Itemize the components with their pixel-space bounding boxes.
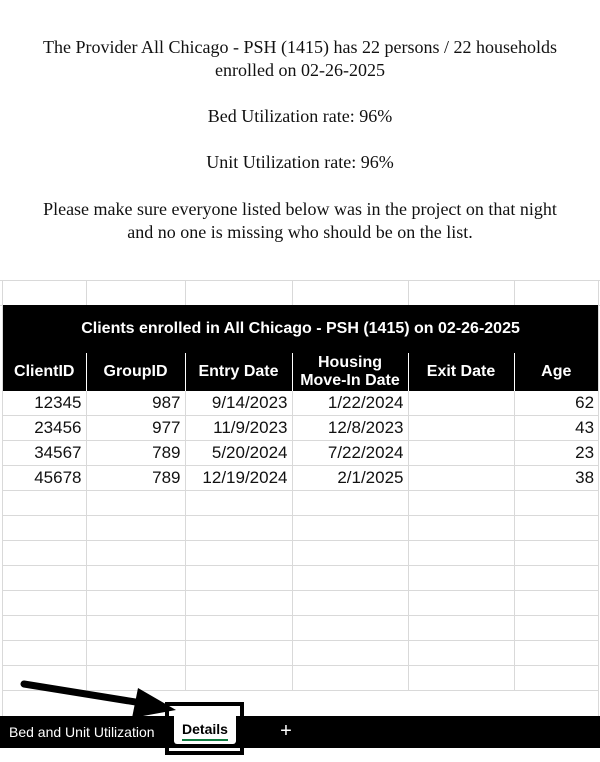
clients-table — [3, 305, 598, 691]
empty-row — [3, 566, 598, 591]
cell-age[interactable]: 38 — [514, 466, 598, 491]
empty-cell[interactable] — [408, 591, 514, 616]
empty-cell[interactable] — [3, 641, 86, 666]
table-row — [3, 391, 598, 416]
empty-cell[interactable] — [3, 616, 86, 641]
empty-cell[interactable] — [3, 491, 86, 516]
empty-cell[interactable] — [292, 491, 408, 516]
empty-cell[interactable] — [86, 591, 185, 616]
empty-cell[interactable] — [292, 591, 408, 616]
column-header-exit-date[interactable]: Exit Date — [408, 353, 514, 391]
empty-cell[interactable] — [408, 666, 514, 691]
empty-cell[interactable] — [3, 541, 86, 566]
empty-cell[interactable] — [514, 591, 598, 616]
cell-exit-date[interactable] — [408, 391, 514, 416]
cell-housing-move-in-date[interactable]: 1/22/2024 — [292, 391, 408, 416]
empty-cell[interactable] — [185, 666, 292, 691]
empty-cell[interactable] — [185, 516, 292, 541]
summary-section — [0, 0, 600, 280]
cell-entry-date[interactable]: 5/20/2024 — [185, 441, 292, 466]
table-row — [3, 416, 598, 441]
summary-enrollment-line2: enrolled on 02-26-2025 — [215, 60, 385, 80]
empty-cell[interactable] — [292, 641, 408, 666]
cell-age[interactable]: 43 — [514, 416, 598, 441]
empty-cell[interactable] — [408, 541, 514, 566]
empty-cell[interactable] — [185, 491, 292, 516]
sheet-tab-bed-and-unit-utilization[interactable]: Bed and Unit Utilization — [9, 724, 155, 740]
empty-cell[interactable] — [185, 641, 292, 666]
add-sheet-button[interactable]: + — [280, 720, 292, 742]
cell-group-id[interactable]: 987 — [86, 391, 185, 416]
cell-housing-move-in-date[interactable]: 7/22/2024 — [292, 441, 408, 466]
empty-row — [3, 641, 598, 666]
empty-row — [3, 616, 598, 641]
empty-cell[interactable] — [514, 541, 598, 566]
empty-row — [3, 541, 598, 566]
empty-cell[interactable] — [408, 566, 514, 591]
empty-cell[interactable] — [86, 516, 185, 541]
instruction-line2: and no one is missing who should be on the list. — [127, 222, 473, 242]
column-header-age[interactable]: Age — [514, 353, 598, 391]
instruction-line1: Please make sure everyone listed below was in the project on that night — [43, 199, 557, 219]
cell-client-id[interactable]: 45678 — [3, 466, 86, 491]
table-row — [3, 441, 598, 466]
cell-client-id[interactable]: 34567 — [3, 441, 86, 466]
bed-utilization-rate: Bed Utilization rate: 96% — [207, 106, 393, 126]
empty-cell[interactable] — [514, 666, 598, 691]
column-header-group-id[interactable]: GroupID — [86, 353, 185, 391]
cell-group-id[interactable]: 977 — [86, 416, 185, 441]
empty-row — [3, 591, 598, 616]
cell-exit-date[interactable] — [408, 466, 514, 491]
sheet-tab-details-label: Details — [182, 721, 228, 737]
empty-cell[interactable] — [292, 541, 408, 566]
empty-cell[interactable] — [185, 591, 292, 616]
empty-cell[interactable] — [514, 516, 598, 541]
cell-exit-date[interactable] — [408, 416, 514, 441]
empty-cell[interactable] — [86, 566, 185, 591]
cell-entry-date[interactable]: 12/19/2024 — [185, 466, 292, 491]
cell-housing-move-in-date[interactable]: 2/1/2025 — [292, 466, 408, 491]
empty-cell[interactable] — [86, 616, 185, 641]
cell-entry-date[interactable]: 9/14/2023 — [185, 391, 292, 416]
column-header-housing-move-in-date[interactable]: Housing Move-In Date — [292, 353, 408, 391]
table-row — [3, 466, 598, 491]
empty-row — [3, 516, 598, 541]
empty-cell[interactable] — [514, 566, 598, 591]
empty-cell[interactable] — [292, 666, 408, 691]
sheet-tab-details[interactable] — [174, 716, 236, 744]
empty-cell[interactable] — [292, 566, 408, 591]
empty-cell[interactable] — [3, 516, 86, 541]
pointer-arrow-icon — [20, 674, 180, 720]
sheet-tab-bar — [0, 716, 600, 748]
empty-cell[interactable] — [514, 491, 598, 516]
cell-client-id[interactable]: 12345 — [3, 391, 86, 416]
empty-cell[interactable] — [408, 516, 514, 541]
cell-age[interactable]: 62 — [514, 391, 598, 416]
table-title[interactable]: Clients enrolled in All Chicago - PSH (1415) on 02-26-2025 — [3, 305, 598, 353]
cell-group-id[interactable]: 789 — [86, 441, 185, 466]
empty-cell[interactable] — [408, 616, 514, 641]
empty-cell[interactable] — [408, 491, 514, 516]
empty-cell[interactable] — [292, 516, 408, 541]
cell-age[interactable]: 23 — [514, 441, 598, 466]
cell-group-id[interactable]: 789 — [86, 466, 185, 491]
empty-cell[interactable] — [3, 591, 86, 616]
empty-cell[interactable] — [185, 616, 292, 641]
cell-exit-date[interactable] — [408, 441, 514, 466]
cell-client-id[interactable]: 23456 — [3, 416, 86, 441]
empty-cell[interactable] — [185, 566, 292, 591]
summary-enrollment-line1: The Provider All Chicago - PSH (1415) has 22 persons / 22 households — [43, 37, 557, 57]
empty-row — [3, 491, 598, 516]
empty-cell[interactable] — [86, 641, 185, 666]
empty-cell[interactable] — [408, 641, 514, 666]
empty-cell[interactable] — [86, 541, 185, 566]
column-header-client-id[interactable]: ClientID — [3, 353, 86, 391]
active-tab-underline — [182, 739, 228, 741]
empty-cell[interactable] — [292, 616, 408, 641]
empty-cell[interactable] — [185, 541, 292, 566]
empty-cell[interactable] — [514, 641, 598, 666]
column-header-entry-date[interactable]: Entry Date — [185, 353, 292, 391]
empty-cell[interactable] — [514, 616, 598, 641]
unit-utilization-rate: Unit Utilization rate: 96% — [206, 152, 394, 172]
empty-cell[interactable] — [3, 566, 86, 591]
cell-entry-date[interactable]: 11/9/2023 — [185, 416, 292, 441]
empty-cell[interactable] — [86, 491, 185, 516]
cell-housing-move-in-date[interactable]: 12/8/2023 — [292, 416, 408, 441]
